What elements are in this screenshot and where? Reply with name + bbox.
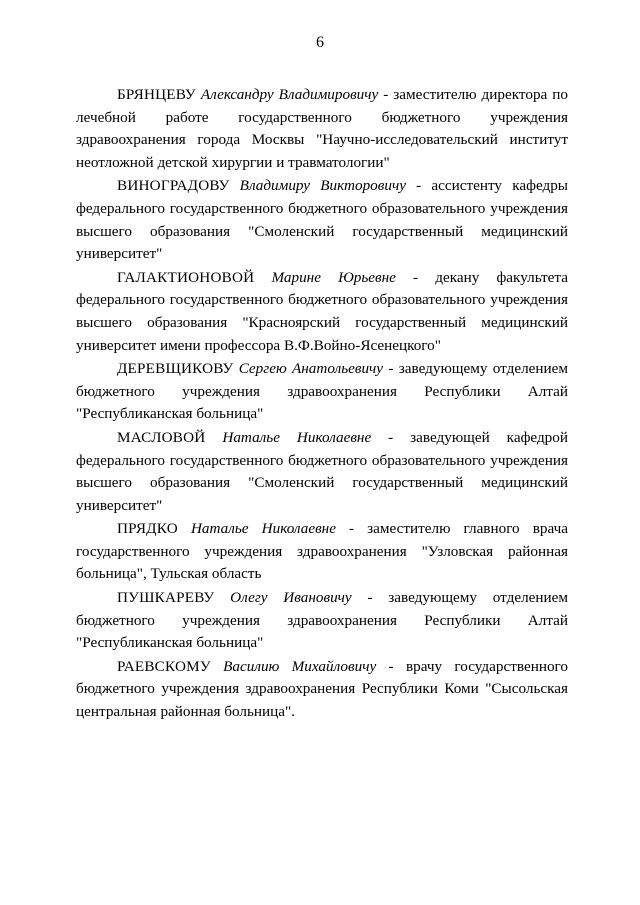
entry-position: - декану факультета федерального государственного бюджетного образовательного учреждения высшего образования "Красноярский государственный медицинский университет имени профессора В.Ф.Войно-Ясенецкого" xyxy=(76,268,568,354)
entry-name: Сергею Анатольевичу xyxy=(238,360,384,378)
entry-surname: ПРЯДКО xyxy=(117,520,178,538)
entry-position: - заместителю главного врача государственного учреждения здравоохранения "Узловская районная больница", Тульская область xyxy=(76,520,569,583)
page-number: 6 xyxy=(316,34,324,51)
entry-surname: ДЕРЕВЩИКОВУ xyxy=(117,360,234,378)
list-item xyxy=(76,175,568,265)
entry-position: - заместителю директора по лечебной работе государственного бюджетного учреждения здравоохранения города Москвы "Научно-исследовательский институт неотложной детской хирургии и травматологии" xyxy=(76,86,568,171)
entry-position: - врачу государственного бюджетного учреждения здравоохранения Республики Коми "Сысольская центральная районная больница". xyxy=(76,657,568,721)
entry-name: Александру Владимировичу xyxy=(200,86,379,103)
entry-position: - ассистенту кафедры федерального государственного бюджетного образовательного учреждения высшего образования "Смоленский государственный медицинский университет" xyxy=(76,177,569,263)
list-item xyxy=(76,427,568,517)
entry-name: Марине Юрьевне xyxy=(271,268,396,286)
entry-position: - заведующему отделением бюджетного учреждения здравоохранения Республики Алтай "Республиканская больница" xyxy=(76,589,568,652)
entry-name: Василию Михайловичу xyxy=(223,657,377,675)
entry-name: Наталье Николаевне xyxy=(222,428,372,446)
award-list xyxy=(76,84,568,725)
list-item xyxy=(76,518,568,586)
entry-surname: ВИНОГРАДОВУ xyxy=(117,177,230,195)
list-item xyxy=(76,84,568,174)
entry-surname: БРЯНЦЕВУ xyxy=(117,86,196,103)
entry-name: Владимиру Викторовичу xyxy=(239,177,406,195)
entry-position: - заведующему отделением бюджетного учреждения здравоохранения Республики Алтай "Республиканская больница" xyxy=(76,360,569,423)
list-item xyxy=(76,656,568,724)
entry-surname: ПУШКАРЕВУ xyxy=(117,589,215,607)
entry-name: Олегу Ивановичу xyxy=(230,589,352,607)
entry-surname: РАЕВСКОМУ xyxy=(117,657,211,675)
list-item xyxy=(76,358,568,426)
entry-position: - заведующей кафедрой федерального государственного бюджетного образовательного учреждения высшего образования "Смоленский государственный медицинский университет" xyxy=(76,428,568,514)
entry-surname: МАСЛОВОЙ xyxy=(117,428,206,446)
entry-name: Наталье Николаевне xyxy=(190,520,336,538)
entry-surname: ГАЛАКТИОНОВОЙ xyxy=(117,268,255,286)
list-item xyxy=(76,267,568,357)
list-item xyxy=(76,587,568,655)
